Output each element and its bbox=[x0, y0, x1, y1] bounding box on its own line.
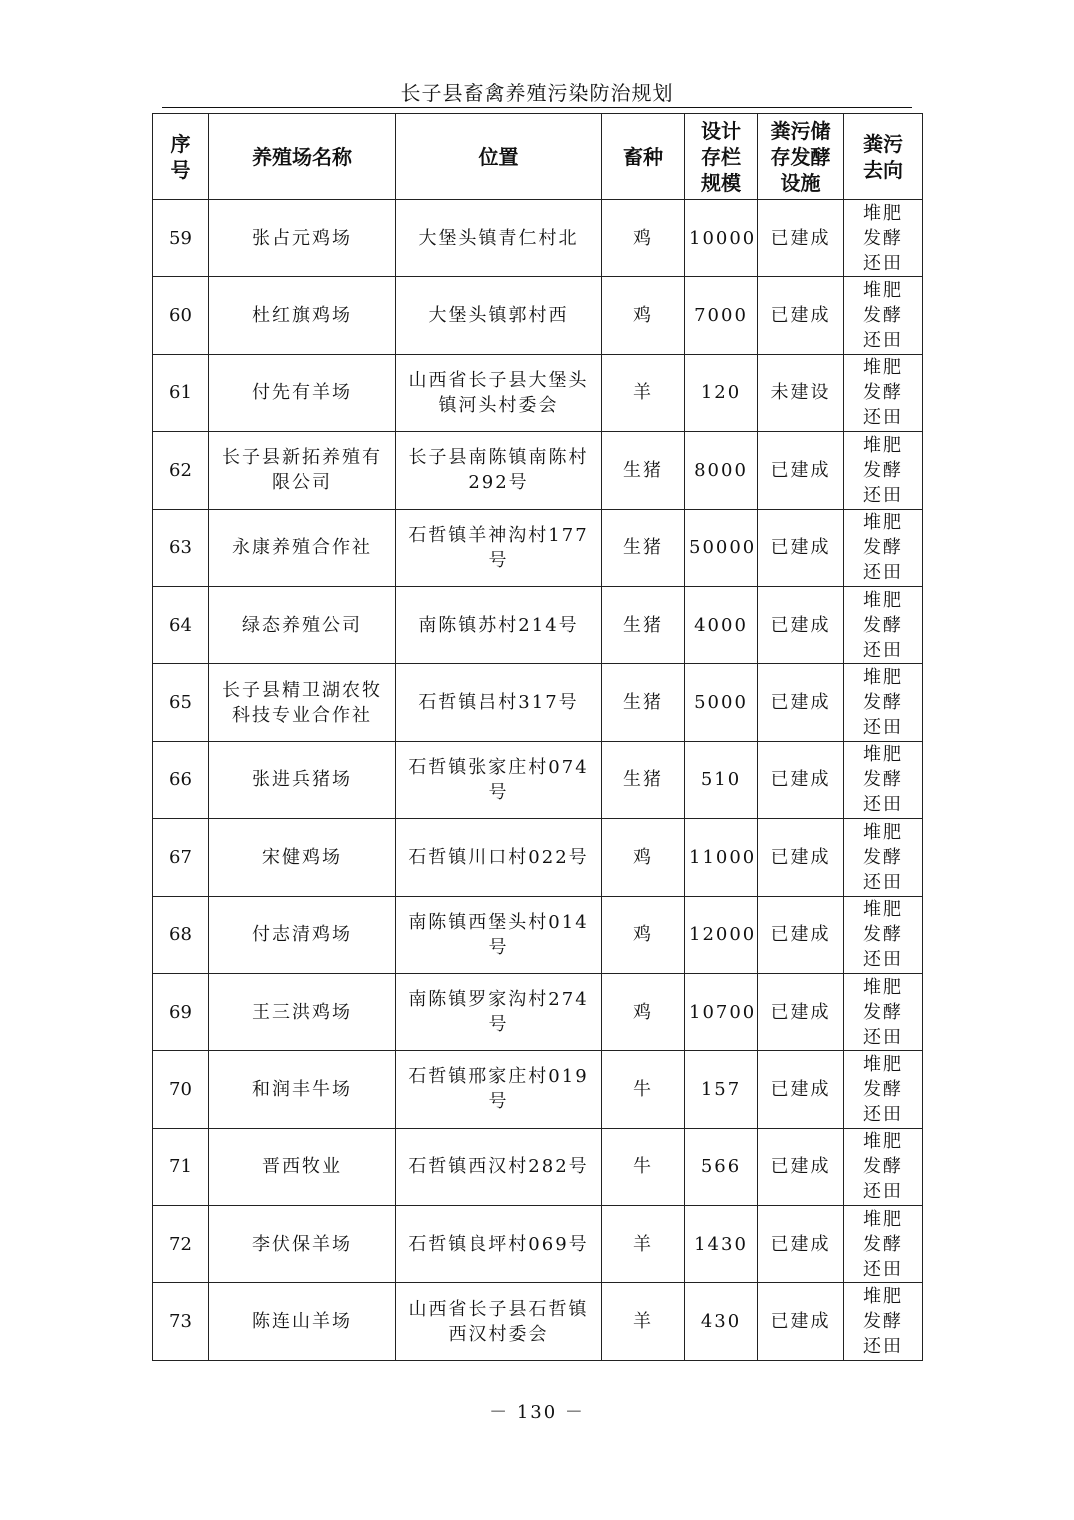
cell-seq: 69 bbox=[153, 973, 209, 1050]
cell-seq: 59 bbox=[153, 200, 209, 277]
cell-seq: 63 bbox=[153, 509, 209, 586]
table-row bbox=[153, 1051, 923, 1128]
table-row bbox=[153, 432, 923, 509]
cell-location: 石哲镇张家庄村074号 bbox=[396, 741, 602, 818]
cell-facility: 已建成 bbox=[758, 896, 844, 973]
cell-seq: 66 bbox=[153, 741, 209, 818]
cell-farm-name: 长子县精卫湖农牧科技专业合作社 bbox=[209, 664, 396, 741]
cell-farm-name: 张占元鸡场 bbox=[209, 200, 396, 277]
cell-destination: 堆肥发酵还田 bbox=[844, 664, 923, 741]
table-row bbox=[153, 1283, 923, 1360]
cell-scale: 7000 bbox=[685, 277, 758, 354]
cell-facility: 已建成 bbox=[758, 741, 844, 818]
cell-destination: 堆肥发酵还田 bbox=[844, 354, 923, 431]
cell-destination: 堆肥发酵还田 bbox=[844, 586, 923, 663]
cell-seq: 73 bbox=[153, 1283, 209, 1360]
cell-location: 大堡头镇郭村西 bbox=[396, 277, 602, 354]
cell-farm-name: 和润丰牛场 bbox=[209, 1051, 396, 1128]
cell-location: 石哲镇良坪村069号 bbox=[396, 1206, 602, 1283]
cell-scale: 566 bbox=[685, 1128, 758, 1205]
cell-scale: 11000 bbox=[685, 819, 758, 896]
page-number: － 130 － bbox=[489, 1402, 585, 1423]
cell-farm-name: 李伏保羊场 bbox=[209, 1206, 396, 1283]
cell-facility: 已建成 bbox=[758, 586, 844, 663]
cell-species: 生猪 bbox=[602, 509, 685, 586]
cell-facility: 已建成 bbox=[758, 1206, 844, 1283]
cell-species: 鸡 bbox=[602, 973, 685, 1050]
cell-farm-name: 杜红旗鸡场 bbox=[209, 277, 396, 354]
cell-location: 石哲镇吕村317号 bbox=[396, 664, 602, 741]
cell-facility: 已建成 bbox=[758, 1128, 844, 1205]
cell-location: 石哲镇川口村022号 bbox=[396, 819, 602, 896]
cell-scale: 4000 bbox=[685, 586, 758, 663]
cell-scale: 157 bbox=[685, 1051, 758, 1128]
cell-scale: 430 bbox=[685, 1283, 758, 1360]
cell-location: 石哲镇西汉村282号 bbox=[396, 1128, 602, 1205]
cell-species: 羊 bbox=[602, 354, 685, 431]
cell-facility: 已建成 bbox=[758, 1283, 844, 1360]
table-row bbox=[153, 277, 923, 354]
cell-seq: 61 bbox=[153, 354, 209, 431]
cell-destination: 堆肥发酵还田 bbox=[844, 200, 923, 277]
cell-scale: 10700 bbox=[685, 973, 758, 1050]
cell-destination: 堆肥发酵还田 bbox=[844, 1283, 923, 1360]
cell-farm-name: 长子县新拓养殖有限公司 bbox=[209, 432, 396, 509]
cell-destination: 堆肥发酵还田 bbox=[844, 741, 923, 818]
cell-farm-name: 晋西牧业 bbox=[209, 1128, 396, 1205]
cell-scale: 120 bbox=[685, 354, 758, 431]
cell-location: 石哲镇羊神沟村177号 bbox=[396, 509, 602, 586]
cell-seq: 62 bbox=[153, 432, 209, 509]
cell-facility: 已建成 bbox=[758, 509, 844, 586]
cell-species: 生猪 bbox=[602, 664, 685, 741]
cell-farm-name: 陈连山羊场 bbox=[209, 1283, 396, 1360]
cell-scale: 12000 bbox=[685, 896, 758, 973]
table-row bbox=[153, 664, 923, 741]
table-row bbox=[153, 819, 923, 896]
cell-facility: 已建成 bbox=[758, 973, 844, 1050]
cell-location: 南陈镇苏村214号 bbox=[396, 586, 602, 663]
cell-species: 羊 bbox=[602, 1283, 685, 1360]
cell-facility: 已建成 bbox=[758, 200, 844, 277]
cell-seq: 60 bbox=[153, 277, 209, 354]
col-header-name: 养殖场名称 bbox=[209, 114, 396, 200]
cell-destination: 堆肥发酵还田 bbox=[844, 973, 923, 1050]
cell-destination: 堆肥发酵还田 bbox=[844, 1128, 923, 1205]
cell-seq: 72 bbox=[153, 1206, 209, 1283]
table-row bbox=[153, 896, 923, 973]
table-body bbox=[153, 200, 923, 1361]
table-row bbox=[153, 1128, 923, 1205]
cell-species: 生猪 bbox=[602, 432, 685, 509]
cell-species: 鸡 bbox=[602, 200, 685, 277]
cell-scale: 50000 bbox=[685, 509, 758, 586]
col-header-location: 位置 bbox=[396, 114, 602, 200]
cell-farm-name: 王三洪鸡场 bbox=[209, 973, 396, 1050]
cell-facility: 已建成 bbox=[758, 432, 844, 509]
cell-farm-name: 付先有羊场 bbox=[209, 354, 396, 431]
cell-seq: 68 bbox=[153, 896, 209, 973]
col-header-scale: 设计存栏规模 bbox=[685, 114, 758, 200]
cell-location: 石哲镇邢家庄村019号 bbox=[396, 1051, 602, 1128]
cell-species: 牛 bbox=[602, 1128, 685, 1205]
cell-location: 南陈镇西堡头村014号 bbox=[396, 896, 602, 973]
cell-location: 长子县南陈镇南陈村292号 bbox=[396, 432, 602, 509]
cell-scale: 10000 bbox=[685, 200, 758, 277]
table-row bbox=[153, 741, 923, 818]
cell-location: 南陈镇罗家沟村274号 bbox=[396, 973, 602, 1050]
cell-facility: 已建成 bbox=[758, 819, 844, 896]
col-header-facility: 粪污储存发酵设施 bbox=[758, 114, 844, 200]
page-header-title: 长子县畜禽养殖污染防治规划 bbox=[400, 81, 674, 105]
cell-species: 鸡 bbox=[602, 819, 685, 896]
cell-destination: 堆肥发酵还田 bbox=[844, 1051, 923, 1128]
cell-seq: 67 bbox=[153, 819, 209, 896]
cell-location: 山西省长子县大堡头镇河头村委会 bbox=[396, 354, 602, 431]
cell-facility: 未建设 bbox=[758, 354, 844, 431]
cell-scale: 510 bbox=[685, 741, 758, 818]
cell-species: 羊 bbox=[602, 1206, 685, 1283]
cell-facility: 已建成 bbox=[758, 277, 844, 354]
cell-farm-name: 付志清鸡场 bbox=[209, 896, 396, 973]
cell-destination: 堆肥发酵还田 bbox=[844, 819, 923, 896]
cell-destination: 堆肥发酵还田 bbox=[844, 509, 923, 586]
farm-table bbox=[152, 113, 923, 1361]
cell-scale: 8000 bbox=[685, 432, 758, 509]
cell-facility: 已建成 bbox=[758, 1051, 844, 1128]
cell-seq: 64 bbox=[153, 586, 209, 663]
cell-destination: 堆肥发酵还田 bbox=[844, 1206, 923, 1283]
col-header-seq: 序号 bbox=[153, 114, 209, 200]
cell-seq: 71 bbox=[153, 1128, 209, 1205]
cell-destination: 堆肥发酵还田 bbox=[844, 896, 923, 973]
table-row bbox=[153, 354, 923, 431]
header-rule bbox=[162, 107, 912, 108]
cell-scale: 1430 bbox=[685, 1206, 758, 1283]
cell-seq: 70 bbox=[153, 1051, 209, 1128]
cell-scale: 5000 bbox=[685, 664, 758, 741]
cell-farm-name: 绿态养殖公司 bbox=[209, 586, 396, 663]
cell-farm-name: 张进兵猪场 bbox=[209, 741, 396, 818]
cell-location: 大堡头镇青仁村北 bbox=[396, 200, 602, 277]
cell-destination: 堆肥发酵还田 bbox=[844, 432, 923, 509]
cell-farm-name: 永康养殖合作社 bbox=[209, 509, 396, 586]
cell-species: 生猪 bbox=[602, 741, 685, 818]
cell-species: 鸡 bbox=[602, 277, 685, 354]
cell-species: 鸡 bbox=[602, 896, 685, 973]
table-row bbox=[153, 586, 923, 663]
col-header-species: 畜种 bbox=[602, 114, 685, 200]
cell-species: 牛 bbox=[602, 1051, 685, 1128]
table-header-row bbox=[153, 114, 923, 200]
col-header-destination: 粪污去向 bbox=[844, 114, 923, 200]
table-row bbox=[153, 973, 923, 1050]
cell-species: 生猪 bbox=[602, 586, 685, 663]
cell-farm-name: 宋健鸡场 bbox=[209, 819, 396, 896]
table-row bbox=[153, 200, 923, 277]
table-row bbox=[153, 1206, 923, 1283]
cell-seq: 65 bbox=[153, 664, 209, 741]
cell-location: 山西省长子县石哲镇西汉村委会 bbox=[396, 1283, 602, 1360]
table-row bbox=[153, 509, 923, 586]
cell-facility: 已建成 bbox=[758, 664, 844, 741]
cell-destination: 堆肥发酵还田 bbox=[844, 277, 923, 354]
